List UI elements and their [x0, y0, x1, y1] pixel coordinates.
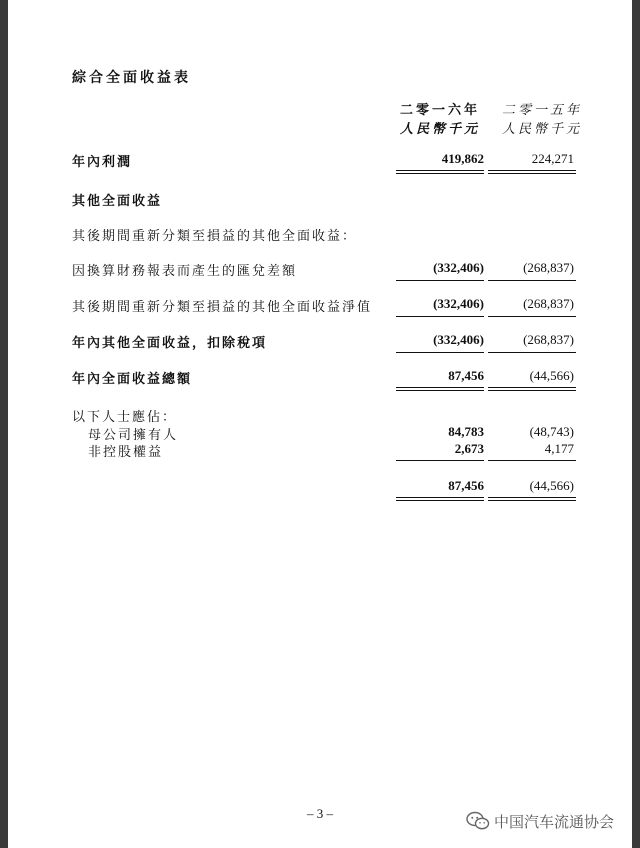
underline: [396, 316, 484, 317]
row-label: 其他全面收益: [72, 194, 163, 209]
double-underline: [488, 497, 576, 501]
row-oci-net-of-tax: [72, 332, 582, 352]
row-attributable-to: [72, 406, 582, 426]
statement-title: 綜合全面收益表: [72, 70, 191, 86]
column-year-2016: 二零一六年: [399, 103, 480, 118]
column-header-2016: [388, 101, 480, 139]
underline: [488, 460, 576, 461]
row-label: 年內其他全面收益，扣除稅項: [72, 336, 268, 351]
double-underline: [488, 170, 576, 174]
column-year-2015: 二零一五年: [501, 103, 582, 118]
double-underline: [396, 387, 484, 391]
value-2016: (332,406): [433, 332, 484, 347]
row-exchange-differences: [72, 260, 582, 280]
row-label: 以下人士應佔：: [72, 410, 178, 425]
value-2015: (268,837): [523, 260, 574, 275]
column-unit-2015: 人民幣千元: [501, 122, 582, 137]
row-total-comprehensive-income: [72, 368, 582, 388]
value-2015: (268,837): [523, 332, 574, 347]
underline: [396, 352, 484, 353]
column-unit-2016: 人民幣千元: [399, 122, 480, 137]
row-oci-subheading: [72, 225, 582, 245]
underline: [488, 280, 576, 281]
value-2015: (44,566): [529, 478, 574, 493]
value-2015: (44,566): [529, 368, 574, 383]
value-2016: 84,783: [448, 424, 484, 439]
value-2015: 4,177: [544, 441, 574, 456]
page-number: – 3 –: [307, 806, 333, 821]
row-label: 其後期間重新分類至損益的其他全面收益：: [72, 229, 358, 244]
underline: [396, 280, 484, 281]
double-underline: [488, 387, 576, 391]
document-page: [8, 0, 632, 848]
row-label: 年內全面收益總額: [72, 372, 193, 387]
watermark: [466, 808, 614, 834]
value-2016: 2,673: [454, 441, 484, 456]
double-underline: [396, 497, 484, 501]
value-2016: 87,456: [448, 368, 484, 383]
value-2015: 224,271: [531, 151, 574, 166]
row-non-controlling-interests: [72, 441, 582, 461]
wechat-icon: [466, 811, 490, 831]
value-2016: (332,406): [433, 260, 484, 275]
row-net-oci: [72, 296, 582, 316]
row-total-attributable: [72, 478, 582, 498]
value-2016: 87,456: [448, 478, 484, 493]
watermark-text: 中国汽车流通协会: [494, 812, 615, 831]
row-label: 母公司擁有人: [88, 428, 179, 443]
row-label: 年內利潤: [72, 155, 133, 170]
double-underline: [396, 170, 484, 174]
value-2015: (48,743): [529, 424, 574, 439]
underline: [488, 352, 576, 353]
value-2016: 419,862: [441, 151, 484, 166]
value-2016: (332,406): [433, 296, 484, 311]
row-label: 因換算財務報表而產生的匯兌差額: [72, 264, 298, 279]
column-header-2015: [490, 101, 582, 139]
row-label: 非控股權益: [88, 445, 164, 460]
row-oci-heading: [72, 190, 582, 210]
underline: [396, 460, 484, 461]
row-profit-for-year: [72, 151, 582, 171]
row-label: 其後期間重新分類至損益的其他全面收益淨值: [72, 300, 373, 315]
underline: [488, 316, 576, 317]
value-2015: (268,837): [523, 296, 574, 311]
